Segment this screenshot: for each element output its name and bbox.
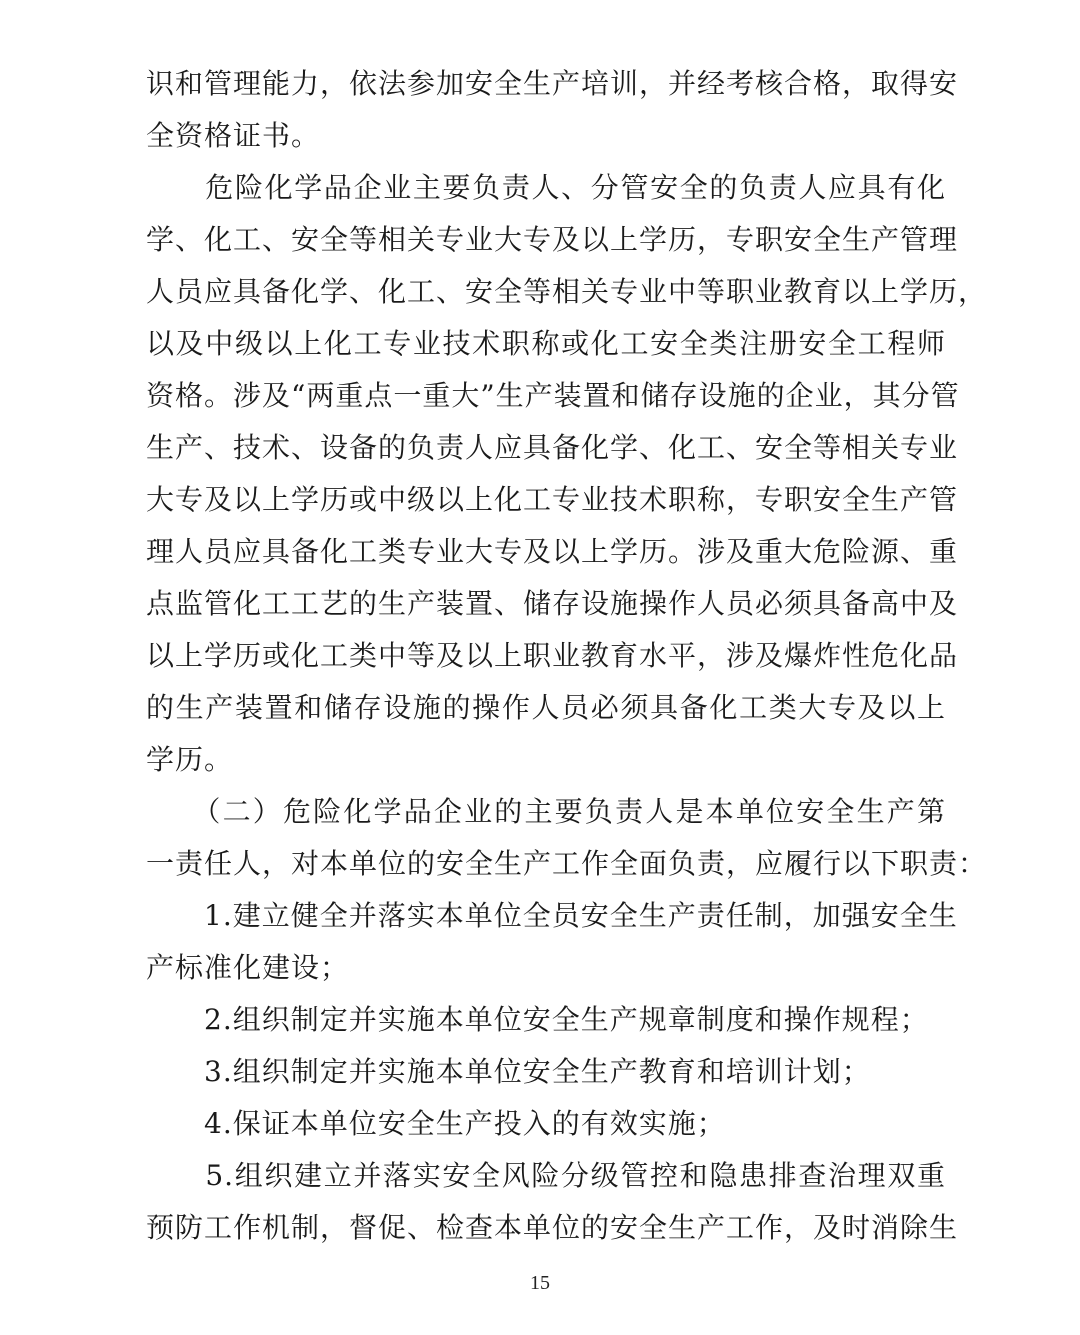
text-line: 生产、技术、设备的负责人应具备化学、化工、安全等相关专业: [146, 431, 959, 464]
text-line: 2.组织制定并实施本单位安全生产规章制度和操作规程；: [146, 1003, 929, 1036]
text-line: 的生产装置和储存设施的操作人员必须具备化工类大专及以上: [146, 691, 946, 724]
text-line: 学、化工、安全等相关专业大专及以上学历，专职安全生产管理: [146, 223, 959, 256]
text-line: 点监管化工工艺的生产装置、储存设施操作人员必须具备高中及: [146, 587, 959, 620]
text-line: 以及中级以上化工专业技术职称或化工安全类注册安全工程师: [146, 327, 946, 360]
text-line: 学历。: [146, 743, 234, 776]
text-line: 以上学历或化工类中等及以上职业教育水平，涉及爆炸性危化品: [146, 639, 959, 672]
text-line: 人员应具备化学、化工、安全等相关专业中等职业教育以上学历，: [146, 275, 988, 308]
text-line: 大专及以上学历或中级以上化工专业技术职称，专职安全生产管: [146, 483, 959, 516]
text-line: 危险化学品企业主要负责人、分管安全的负责人应具有化: [146, 171, 946, 204]
text-line: 识和管理能力，依法参加安全生产培训，并经考核合格，取得安: [146, 67, 959, 100]
text-line: 全资格证书。: [146, 119, 321, 152]
text-line: 资格。涉及“两重点一重大”生产装置和储存设施的企业，其分管: [146, 379, 960, 412]
body-text: [146, 58, 988, 1254]
text-line: 理人员应具备化工类专业大专及以上学历。涉及重大危险源、重: [146, 535, 959, 568]
text-line: 3.组织制定并实施本单位安全生产教育和培训计划；: [146, 1055, 871, 1088]
text-line: 产标准化建设；: [146, 951, 350, 984]
text-line: （二）危险化学品企业的主要负责人是本单位安全生产第: [146, 795, 946, 828]
text-line: 5.组织建立并落实安全风险分级管控和隐患排查治理双重: [146, 1159, 946, 1192]
text-line: 一责任人，对本单位的安全生产工作全面负责，应履行以下职责：: [146, 847, 988, 880]
text-line: 4.保证本单位安全生产投入的有效实施；: [146, 1107, 726, 1140]
text-line: 预防工作机制，督促、检查本单位的安全生产工作，及时消除生: [146, 1211, 959, 1244]
text-line: 1.建立健全并落实本单位全员安全生产责任制，加强安全生: [146, 899, 958, 932]
page-number: 15: [530, 1272, 550, 1294]
